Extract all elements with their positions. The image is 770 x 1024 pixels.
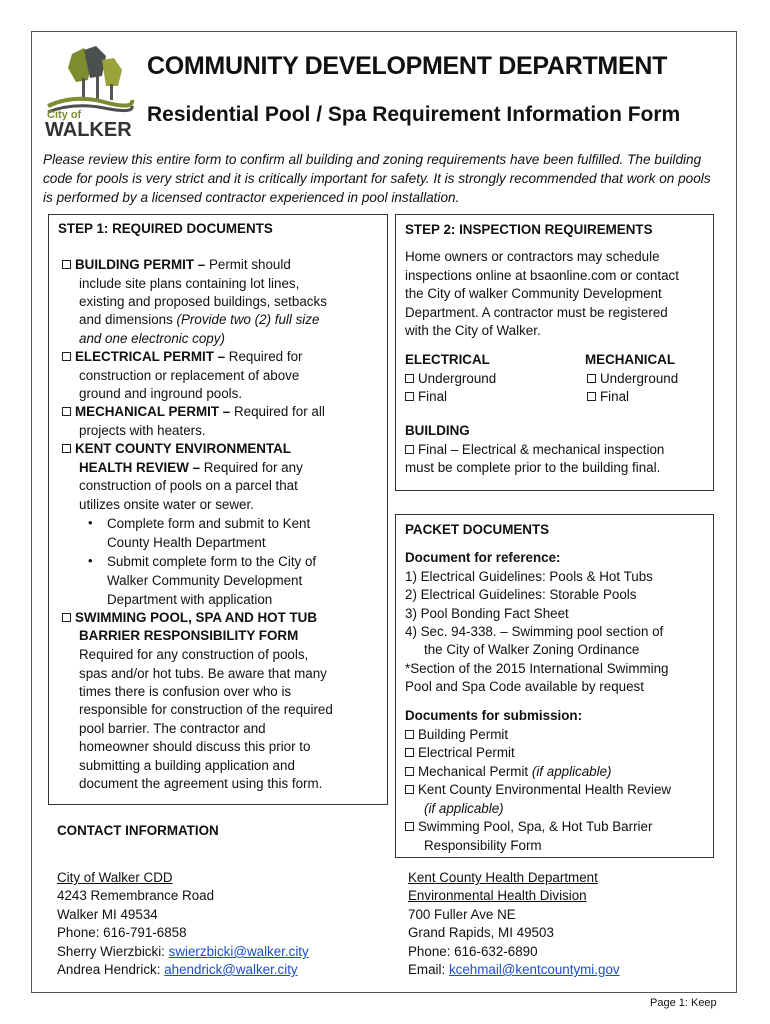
reference-item: 4) Sec. 94-338. – Swimming pool section of bbox=[405, 624, 664, 639]
page-footer: Page 1: Keep bbox=[650, 997, 717, 1009]
mechanical-inspection-heading: MECHANICAL bbox=[585, 352, 676, 367]
logo-walker-text: WALKER bbox=[45, 119, 132, 138]
step2-intro-text: Home owners or contractors may schedule bbox=[405, 249, 660, 264]
submission-item: Mechanical Permit (if applicable) bbox=[405, 763, 612, 781]
kent-email-line: Email: kcehmail@kentcountymi.gov bbox=[408, 962, 620, 977]
building-permit-text: existing and proposed buildings, setbacks bbox=[79, 294, 327, 309]
barrier-form-line: SWIMMING POOL, SPA AND HOT TUB bbox=[62, 609, 317, 627]
andrea-email-link[interactable]: ahendrick@walker.city bbox=[164, 962, 298, 977]
submission-item: Kent County Environmental Health Review bbox=[405, 781, 671, 799]
electrical-permit-text: ground and inground pools. bbox=[79, 386, 243, 401]
contact-heading: CONTACT INFORMATION bbox=[57, 823, 219, 838]
mechanical-permit-text: projects with heaters. bbox=[79, 423, 206, 438]
walker-cdd-name: City of Walker CDD bbox=[57, 870, 173, 885]
checkbox-icon bbox=[405, 374, 414, 383]
city-of-walker-logo bbox=[44, 46, 136, 138]
kent-bullet-text: Walker Community Development bbox=[107, 573, 303, 588]
submission-item-cont: Responsibility Form bbox=[424, 838, 542, 853]
kent-bullet-text: Department with application bbox=[107, 592, 273, 607]
electrical-permit-line: ELECTRICAL PERMIT – Required for bbox=[62, 348, 302, 366]
checkbox-icon bbox=[405, 767, 414, 776]
department-title: COMMUNITY DEVELOPMENT DEPARTMENT bbox=[147, 52, 668, 80]
kent-review-text: construction of pools on a parcel that bbox=[79, 478, 298, 493]
submission-item: Swimming Pool, Spa, & Hot Tub Barrier bbox=[405, 818, 652, 836]
walker-city: Walker MI 49534 bbox=[57, 907, 158, 922]
checkbox-icon bbox=[62, 352, 71, 361]
step2-intro-text: the City of walker Community Development bbox=[405, 286, 662, 301]
checkbox-icon bbox=[405, 392, 414, 401]
checkbox-icon bbox=[62, 444, 71, 453]
kent-bullet-text: Complete form and submit to Kent bbox=[107, 516, 311, 531]
electrical-final-item: Final bbox=[405, 388, 447, 406]
bullet-icon: • bbox=[88, 553, 93, 568]
checkbox-icon bbox=[405, 785, 414, 794]
barrier-form-text: submitting a building application and bbox=[79, 758, 295, 773]
kent-address: 700 Fuller Ave NE bbox=[408, 907, 516, 922]
checkbox-icon bbox=[62, 407, 71, 416]
form-title: Residential Pool / Spa Requirement Information Form bbox=[147, 103, 681, 126]
electrical-underground-item: Underground bbox=[405, 370, 496, 388]
step2-heading: STEP 2: INSPECTION REQUIREMENTS bbox=[405, 222, 653, 237]
submission-item: Electrical Permit bbox=[405, 744, 515, 762]
kent-city: Grand Rapids, MI 49503 bbox=[408, 925, 554, 940]
walker-address: 4243 Remembrance Road bbox=[57, 888, 215, 903]
walker-phone: Phone: 616-791-6858 bbox=[57, 925, 187, 940]
intro-paragraph: Please review this entire form to confirm all building and zoning requirements have been fulfilled. The building code for pools is very strict and it is critically important for safety. It is strongly recommended that work on pools is performed by a licensed contractor experienced in pool installation. bbox=[43, 152, 711, 205]
submission-heading: Documents for submission: bbox=[405, 708, 583, 723]
submission-item: Building Permit bbox=[405, 726, 508, 744]
reference-item: 2) Electrical Guidelines: Storable Pools bbox=[405, 587, 637, 602]
reference-item: *Section of the 2015 International Swimming bbox=[405, 661, 669, 676]
building-final-text: must be complete prior to the building final. bbox=[405, 460, 661, 475]
reference-item: the City of Walker Zoning Ordinance bbox=[424, 642, 640, 657]
step2-intro-text: inspections online at bsaonline.com or contact bbox=[405, 268, 679, 283]
barrier-form-text: responsible for construction of the required bbox=[79, 702, 333, 717]
kent-review-line: KENT COUNTY ENVIRONMENTAL bbox=[62, 440, 291, 458]
mechanical-permit-line: MECHANICAL PERMIT – Required for all bbox=[62, 403, 325, 421]
barrier-form-title: BARRIER RESPONSIBILITY FORM bbox=[79, 628, 299, 643]
building-inspection-heading: BUILDING bbox=[405, 423, 470, 438]
kent-bullet-text: County Health Department bbox=[107, 535, 266, 550]
kent-email-link[interactable]: kcehmail@kentcountymi.gov bbox=[448, 962, 620, 977]
checkbox-icon bbox=[405, 748, 414, 757]
electrical-inspection-heading: ELECTRICAL bbox=[405, 352, 490, 367]
step2-intro-text: with the City of Walker. bbox=[405, 323, 541, 338]
building-permit-note: and one electronic copy) bbox=[79, 331, 225, 346]
building-permit-text: include site plans containing lot lines, bbox=[79, 276, 300, 291]
kent-review-text: utilizes onsite water or sewer. bbox=[79, 497, 254, 512]
barrier-form-text: spas and/or hot tubs. Be aware that many bbox=[79, 666, 327, 681]
checkbox-icon bbox=[62, 260, 71, 269]
kent-review-text: HEALTH REVIEW – Required for any bbox=[79, 460, 303, 475]
checkbox-icon bbox=[587, 374, 596, 383]
packet-heading: PACKET DOCUMENTS bbox=[405, 522, 550, 537]
bullet-icon: • bbox=[88, 515, 93, 530]
barrier-form-text: times there is confusion over who is bbox=[79, 684, 292, 699]
mechanical-final-item: Final bbox=[587, 388, 629, 406]
kent-phone: Phone: 616-632-6890 bbox=[408, 944, 538, 959]
barrier-form-text: pool barrier. The contractor and bbox=[79, 721, 266, 736]
sherry-contact: Sherry Wierzbicki: swierzbicki@walker.city bbox=[57, 944, 309, 959]
kent-division-name: Environmental Health Division bbox=[408, 888, 587, 903]
building-permit-text: and dimensions (Provide two (2) full size bbox=[79, 312, 320, 327]
mechanical-underground-item: Underground bbox=[587, 370, 678, 388]
barrier-form-text: Required for any construction of pools, bbox=[79, 647, 309, 662]
reference-item: 3) Pool Bonding Fact Sheet bbox=[405, 606, 569, 621]
reference-item: 1) Electrical Guidelines: Pools & Hot Tubs bbox=[405, 569, 653, 584]
barrier-form-text: document the agreement using this form. bbox=[79, 776, 323, 791]
step1-heading: STEP 1: REQUIRED DOCUMENTS bbox=[58, 221, 273, 236]
checkbox-icon bbox=[405, 730, 414, 739]
building-final-item: Final – Electrical & mechanical inspection bbox=[405, 441, 664, 459]
kent-health-dept-name: Kent County Health Department bbox=[408, 870, 598, 885]
checkbox-icon bbox=[62, 613, 71, 622]
checkbox-icon bbox=[405, 445, 414, 454]
reference-heading: Document for reference: bbox=[405, 550, 561, 565]
sherry-email-link[interactable]: swierzbicki@walker.city bbox=[168, 944, 309, 959]
electrical-permit-text: construction or replacement of above bbox=[79, 368, 300, 383]
andrea-contact: Andrea Hendrick: ahendrick@walker.city bbox=[57, 962, 298, 977]
step2-intro-text: Department. A contractor must be registered bbox=[405, 305, 668, 320]
submission-note: (if applicable) bbox=[424, 801, 504, 816]
barrier-form-text: homeowner should discuss this prior to bbox=[79, 739, 311, 754]
kent-bullet-text: Submit complete form to the City of bbox=[107, 554, 317, 569]
checkbox-icon bbox=[405, 822, 414, 831]
checkbox-icon bbox=[587, 392, 596, 401]
building-permit-line: BUILDING PERMIT – Permit should bbox=[62, 256, 291, 274]
reference-item: Pool and Spa Code available by request bbox=[405, 679, 644, 694]
logo-city-text: City of bbox=[47, 109, 82, 121]
